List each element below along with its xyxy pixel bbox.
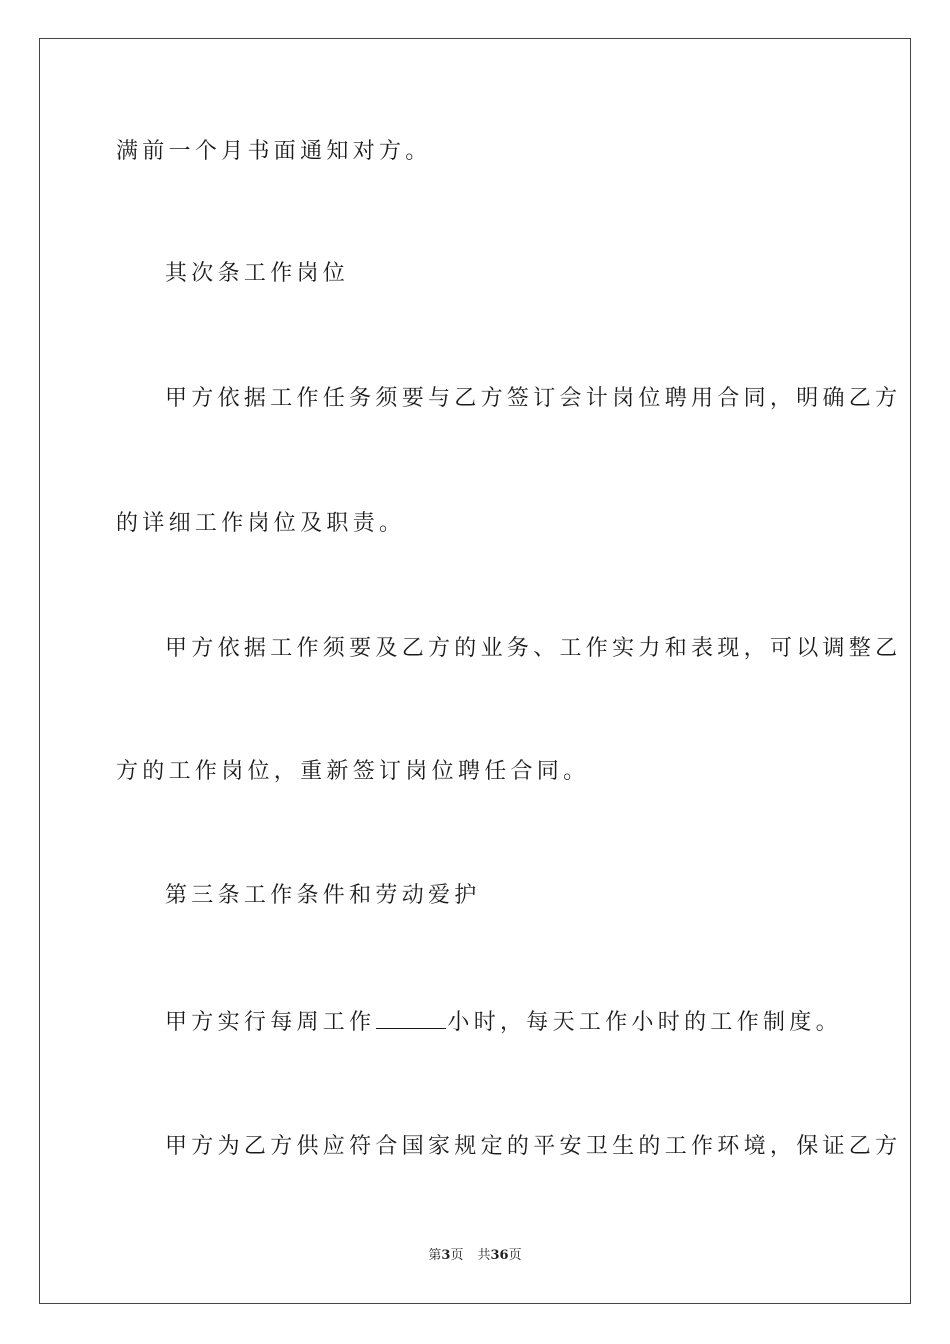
paragraph-line: 甲方依据工作任务须要与乙方签订会计岗位聘用合同，明确乙方: [165, 386, 902, 411]
paragraph-line: 甲方为乙方供应符合国家规定的平安卫生的工作环境，保证乙方: [165, 1134, 902, 1159]
paragraph-line-hours: [165, 1008, 842, 1038]
section-heading: 第三条工作条件和劳动爱护: [165, 883, 481, 908]
total-prefix: 共: [477, 1248, 491, 1263]
paragraph-line: 的详细工作岗位及职责。: [116, 511, 406, 536]
page-prefix: 第: [428, 1248, 442, 1263]
paragraph-line: 方的工作岗位，重新签订岗位聘任合同。: [116, 759, 590, 784]
paragraph-line: 满前一个月书面通知对方。: [116, 139, 432, 164]
hours-blank: [376, 1008, 446, 1029]
page-number: 3: [441, 1248, 451, 1263]
page-border: [39, 38, 911, 1304]
page-footer: [0, 1247, 950, 1265]
total-pages: 36: [490, 1248, 509, 1263]
page-suffix: 页: [450, 1248, 464, 1263]
hours-text-after: 小时，每天工作小时的工作制度。: [447, 1010, 842, 1035]
paragraph-line: 甲方依据工作须要及乙方的业务、工作实力和表现，可以调整乙: [165, 636, 902, 661]
section-heading: 其次条工作岗位: [165, 261, 350, 286]
total-suffix: 页: [508, 1248, 522, 1263]
hours-text-before: 甲方实行每周工作: [165, 1010, 376, 1035]
